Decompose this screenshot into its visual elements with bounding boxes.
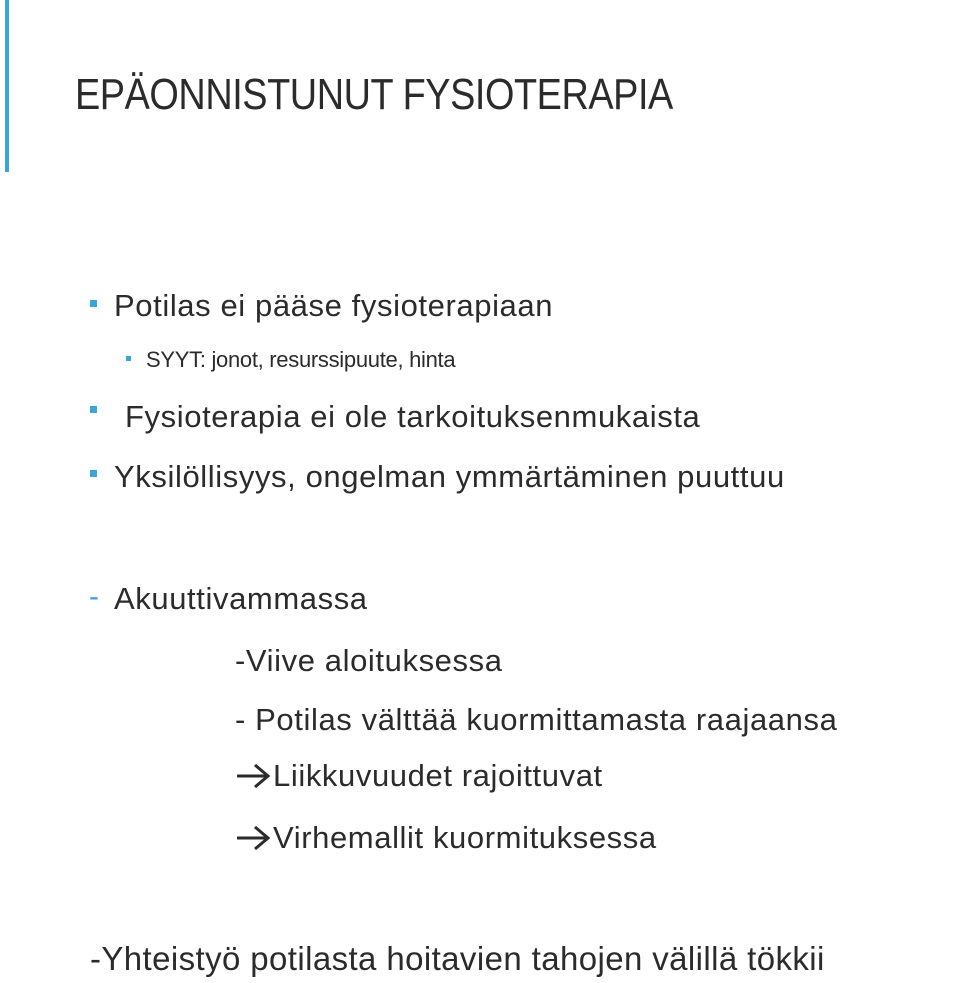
arrow-item-2 — [235, 822, 657, 853]
dash-marker: - — [89, 580, 99, 613]
right-arrow-icon — [235, 762, 271, 790]
section-heading: Akuuttivammassa — [114, 581, 368, 616]
arrow-item-2-text: Virhemallit kuormituksessa — [273, 820, 657, 855]
bullet-text-2: Fysioterapia ei ole tarkoituksenmukaista — [125, 399, 701, 434]
bullet-square — [90, 470, 97, 477]
sub-bullet-square — [126, 356, 131, 361]
arrow-item-1 — [235, 760, 603, 791]
bullet-square — [90, 300, 97, 307]
bullet-square — [90, 406, 97, 413]
accent-bar — [5, 0, 9, 172]
page-title: EPÄONNISTUNUT FYSIOTERAPIA — [75, 70, 673, 119]
arrow-item-1-text: Liikkuvuudet rajoittuvat — [273, 758, 603, 793]
footer-text: -Yhteistyö potilasta hoitavien tahojen välillä tökkii — [90, 940, 825, 977]
right-arrow-icon — [235, 824, 271, 852]
section-item-1: -Viive aloituksessa — [235, 643, 503, 678]
section-item-2: - Potilas välttää kuormittamasta raajaansa — [235, 702, 838, 737]
sub-bullet-text: SYYT: jonot, resurssipuute, hinta — [146, 347, 456, 372]
bullet-text-1: Potilas ei pääse fysioterapiaan — [114, 288, 554, 323]
bullet-text-3: Yksilöllisyys, ongelman ymmärtäminen puuttuu — [114, 459, 785, 494]
